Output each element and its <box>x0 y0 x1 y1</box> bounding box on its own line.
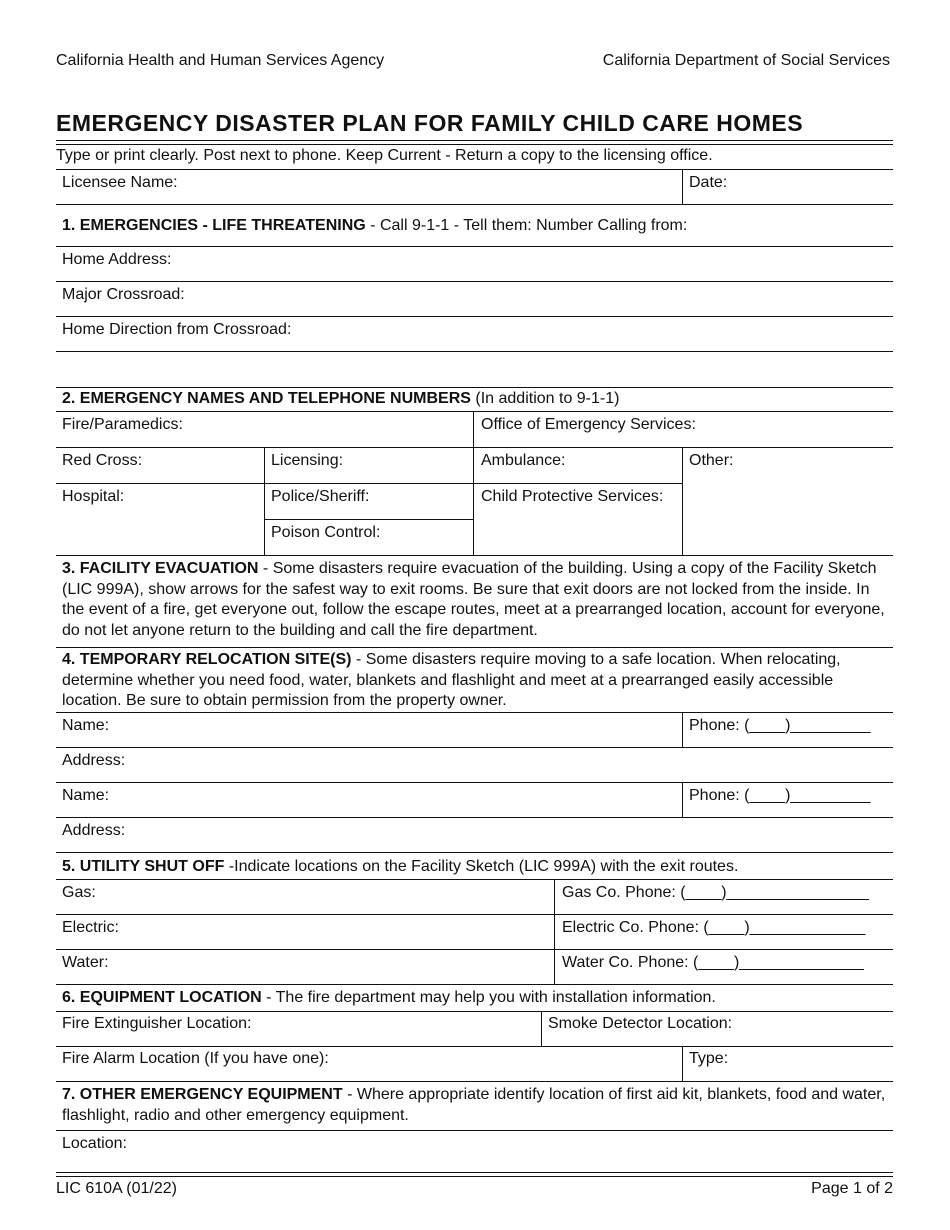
divider <box>56 204 893 205</box>
divider <box>56 817 893 818</box>
divider <box>264 447 265 555</box>
cps-field[interactable]: Child Protective Services: <box>481 488 664 505</box>
licensee-name-field[interactable]: Licensee Name: <box>62 174 178 191</box>
alarm-type-field[interactable]: Type: <box>689 1050 729 1067</box>
section1-heading: 1. EMERGENCIES - LIFE THREATENING - Call 9-1-1 - Tell them: Number Calling from: <box>62 217 688 234</box>
divider <box>682 712 683 747</box>
agency-right: California Department of Social Services <box>602 52 890 69</box>
water-phone-field[interactable]: Water Co. Phone: (____)______________ <box>562 954 864 971</box>
other-field[interactable]: Other: <box>689 452 734 469</box>
gas-field[interactable]: Gas: <box>62 884 96 901</box>
divider <box>56 712 893 713</box>
divider <box>56 483 683 484</box>
title-divider <box>56 140 893 145</box>
divider <box>56 1011 893 1012</box>
divider <box>56 246 893 247</box>
instructions: Type or print clearly. Post next to phone. Keep Current - Return a copy to the licensing office. <box>56 147 713 164</box>
divider <box>56 281 893 282</box>
divider <box>56 316 893 317</box>
form-id: LIC 610A (01/22) <box>56 1180 177 1197</box>
page-number: Page 1 of 2 <box>811 1180 893 1197</box>
fire-alarm-field[interactable]: Fire Alarm Location (If you have one): <box>62 1050 329 1067</box>
divider <box>473 411 474 555</box>
water-field[interactable]: Water: <box>62 954 109 971</box>
divider <box>56 555 893 556</box>
home-address-field[interactable]: Home Address: <box>62 251 172 268</box>
electric-field[interactable]: Electric: <box>62 919 119 936</box>
oes-field[interactable]: Office of Emergency Services: <box>481 416 696 433</box>
relocation-phone-field-1[interactable]: Phone: (____)_________ <box>689 717 871 734</box>
home-direction-field[interactable]: Home Direction from Crossroad: <box>62 321 292 338</box>
poison-control-field[interactable]: Poison Control: <box>271 524 381 541</box>
relocation-name-field-2[interactable]: Name: <box>62 787 110 804</box>
electric-phone-field[interactable]: Electric Co. Phone: (____)_____________ <box>562 919 866 936</box>
divider <box>56 782 893 783</box>
relocation-phone-field-2[interactable]: Phone: (____)_________ <box>689 787 871 804</box>
relocation-address-field-2[interactable]: Address: <box>62 822 126 839</box>
divider <box>56 387 893 388</box>
divider <box>56 351 893 352</box>
divider <box>541 1011 542 1046</box>
divider <box>56 879 893 880</box>
divider <box>56 1081 893 1082</box>
section3-text: 3. FACILITY EVACUATION - Some disasters require evacuation of the building. Using a copy of the Facility Sketch (LIC 999A), show arrows for the safest way to exit rooms. Be sure that exit doors are not locked from the inside. In the event of a fire, get everyone out, follow the escape routes, meet at a prearranged location, account for everyone, do not let anyone return to the building and call the fire department. <box>62 560 885 639</box>
divider <box>682 1046 683 1081</box>
equipment-location-field[interactable]: Location: <box>62 1135 127 1152</box>
divider <box>56 747 893 748</box>
divider <box>56 852 893 853</box>
divider <box>264 519 474 520</box>
page-title: EMERGENCY DISASTER PLAN FOR FAMILY CHILD CARE HOMES <box>56 110 804 136</box>
divider <box>56 914 893 915</box>
divider <box>56 447 893 448</box>
divider <box>682 447 683 555</box>
relocation-address-field-1[interactable]: Address: <box>62 752 126 769</box>
section5-heading: 5. UTILITY SHUT OFF -Indicate locations on the Facility Sketch (LIC 999A) with the exit routes. <box>62 858 739 875</box>
agency-header <box>56 52 893 74</box>
divider <box>56 411 893 412</box>
divider <box>56 949 893 950</box>
page-footer <box>56 1180 893 1200</box>
licensing-field[interactable]: Licensing: <box>271 452 344 469</box>
gas-phone-field[interactable]: Gas Co. Phone: (____)________________ <box>562 884 869 901</box>
red-cross-field[interactable]: Red Cross: <box>62 452 143 469</box>
footer-divider <box>56 1172 893 1177</box>
section2-heading: 2. EMERGENCY NAMES AND TELEPHONE NUMBERS (In addition to 9-1-1) <box>62 390 620 407</box>
divider <box>56 169 893 170</box>
divider <box>56 1130 893 1131</box>
relocation-name-field-1[interactable]: Name: <box>62 717 110 734</box>
fire-extinguisher-field[interactable]: Fire Extinguisher Location: <box>62 1015 252 1032</box>
divider <box>554 879 555 984</box>
section7-text: 7. OTHER EMERGENCY EQUIPMENT - Where appropriate identify location of first aid kit, blankets, food and water, flashlight, radio and other emergency equipment. <box>62 1086 886 1124</box>
section4-text: 4. TEMPORARY RELOCATION SITE(S) - Some disasters require moving to a safe location. When relocating, determine whether you need food, water, blankets and flashlight and meet at a prearranged easily accessible location. Be sure to obtain permission from the property owner. <box>62 651 841 709</box>
divider <box>682 782 683 817</box>
divider <box>56 647 893 648</box>
ambulance-field[interactable]: Ambulance: <box>481 452 566 469</box>
police-sheriff-field[interactable]: Police/Sheriff: <box>271 488 370 505</box>
fire-paramedics-field[interactable]: Fire/Paramedics: <box>62 416 183 433</box>
agency-left: California Health and Human Services Agency <box>56 52 385 69</box>
divider <box>56 1046 893 1047</box>
divider <box>682 169 683 204</box>
hospital-field[interactable]: Hospital: <box>62 488 125 505</box>
date-field[interactable]: Date: <box>689 174 728 191</box>
section6-heading: 6. EQUIPMENT LOCATION - The fire department may help you with installation information. <box>62 989 716 1006</box>
divider <box>56 984 893 985</box>
smoke-detector-field[interactable]: Smoke Detector Location: <box>548 1015 733 1032</box>
major-crossroad-field[interactable]: Major Crossroad: <box>62 286 185 303</box>
